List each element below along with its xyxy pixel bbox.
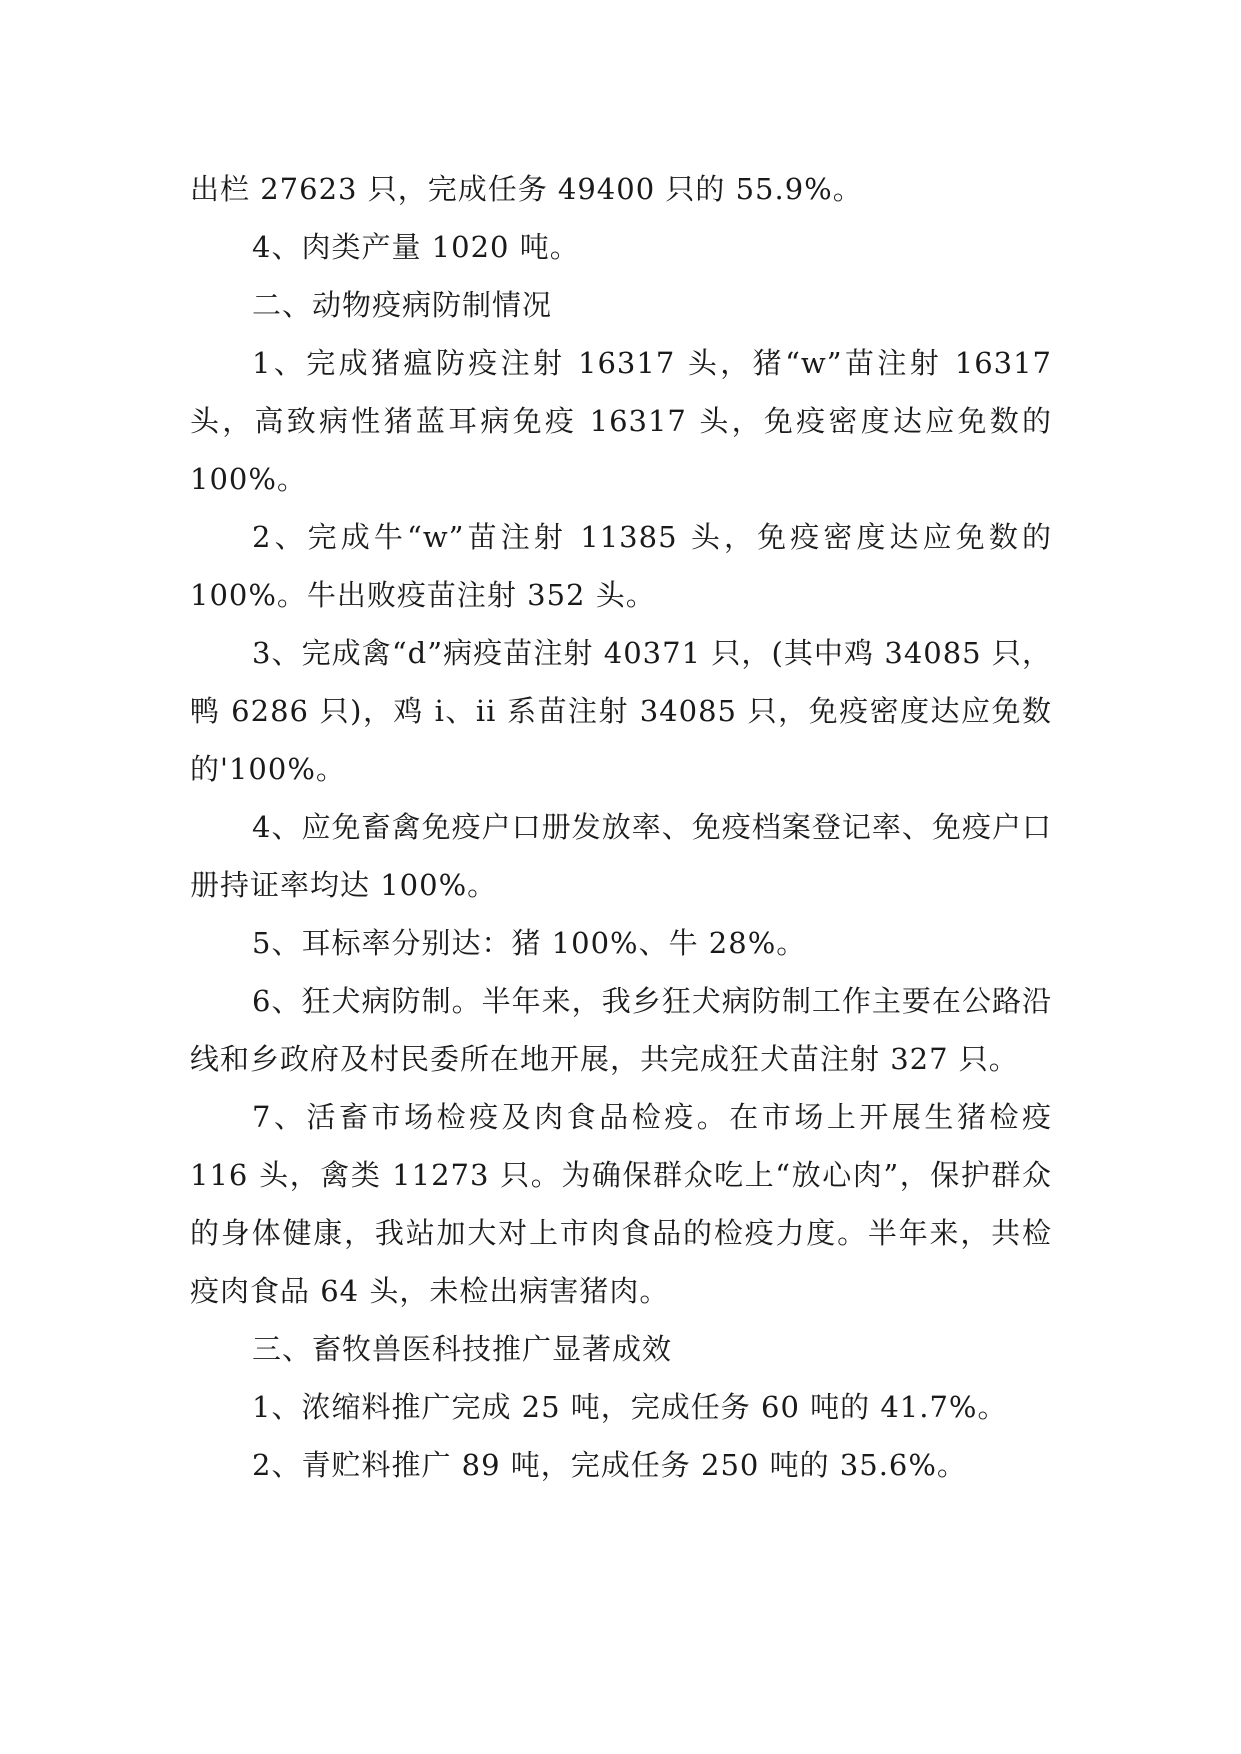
paragraph-8: 5、耳标率分别达：猪 100%、牛 28%。 [252,926,807,960]
paragraph-12: 1、浓缩料推广完成 25 吨，完成任务 60 吨的 41.7%。 [252,1390,1008,1424]
paragraph-10: 7、活畜市场检疫及肉食品检疫。在市场上开展生猪检疫 116 头，禽类 11273 只。为确保群众吃上“放心肉”，保护群众的身体健康，我站加大对上市肉食品的检疫力度。半年来，共检疫肉食品 64 头，未检出病害猪肉。 [190,1100,1052,1308]
paragraph-4: 1、完成猪瘟防疫注射 16317 头，猪“w”苗注射 16317 头，高致病性猪蓝耳病免疫 16317 头，免疫密度达应免数的 100%。 [190,346,1052,496]
paragraph-13: 2、青贮料推广 89 吨，完成任务 250 吨的 35.6%。 [252,1448,967,1482]
paragraph-9: 6、狂犬病防制。半年来，我乡狂犬病防制工作主要在公路沿线和乡政府及村民委所在地开展，共完成狂犬苗注射 327 只。 [190,984,1052,1076]
paragraph-2: 4、肉类产量 1020 吨。 [252,230,580,264]
paragraph-5: 2、完成牛“w”苗注射 11385 头，免疫密度达应免数的 100%。牛出败疫苗注射 352 头。 [190,520,1052,612]
paragraph-7: 4、应免畜禽免疫户口册发放率、免疫档案登记率、免疫户口册持证率均达 100%。 [190,810,1052,902]
document-body [190,160,1052,1494]
section-heading-3: 三、畜牧兽医科技推广显著成效 [252,1332,673,1366]
paragraph-6: 3、完成禽“d”病疫苗注射 40371 只，(其中鸡 34085 只，鸭 6286 只)，鸡 i、ii 系苗注射 34085 只，免疫密度达应免数的'100%。 [190,636,1052,786]
section-heading-2: 二、动物疫病防制情况 [252,288,553,322]
paragraph-1: 出栏 27623 只，完成任务 49400 只的 55.9%。 [190,172,863,206]
